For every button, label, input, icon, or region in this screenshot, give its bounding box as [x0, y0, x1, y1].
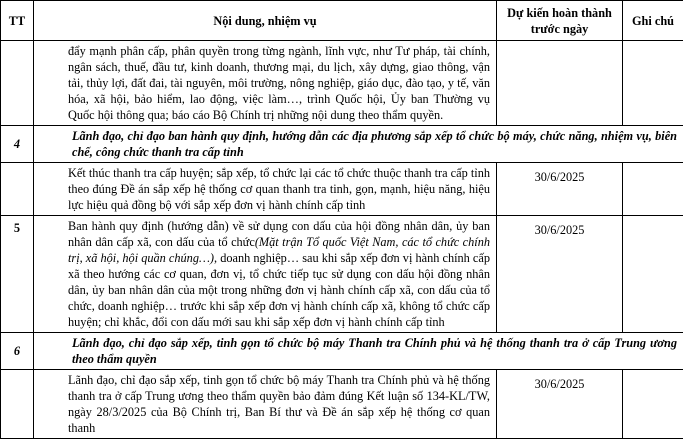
row-tt: 5 — [1, 216, 34, 333]
header-tt: TT — [1, 1, 34, 41]
group-row — [1, 333, 683, 370]
row-content: Lãnh đạo, chỉ đạo sắp xếp, tinh gọn tổ chức bộ máy Thanh tra Chính phủ và hệ thống thanh tra ở cấp Trung ương theo thẩm quyền bảo đảm đúng Kết luận số 134-KL/TW, ngày 28/3/2025 của Bộ Chính trị, Ban Bí thư và Đề án sắp xếp hệ thống cơ quan thanh — [34, 370, 497, 439]
content-text: Ban hành quy định (hướng dẫn) về sử dụng con dấu của hội đồng nhân dân, ủy ban nhân dân cấp xã, con dấu của tổ chức — [68, 219, 490, 249]
group-heading: Lãnh đạo, chỉ đạo ban hành quy định, hướng dẫn các địa phương sắp xếp tổ chức bộ máy, chức năng, nhiệm vụ, biên chế, công chức thanh tra cấp tỉnh — [34, 126, 683, 163]
header-note: Ghi chú — [623, 1, 683, 41]
row-note — [623, 216, 683, 333]
row-tt — [1, 41, 34, 126]
group-tt: 4 — [1, 126, 34, 163]
header-deadline: Dự kiến hoàn thành trước ngày — [497, 1, 623, 41]
row-note — [623, 163, 683, 216]
row-tt — [1, 370, 34, 439]
row-content — [34, 216, 497, 333]
header-row — [1, 1, 683, 41]
table-row — [1, 216, 683, 333]
row-deadline: 30/6/2025 — [497, 216, 623, 333]
row-deadline: 30/6/2025 — [497, 370, 623, 439]
group-heading: Lãnh đạo, chỉ đạo sắp xếp, tinh gọn tổ chức bộ máy Thanh tra Chính phủ và hệ thống thanh tra ở cấp Trung ương theo thẩm quyền — [34, 333, 683, 370]
row-deadline: 30/6/2025 — [497, 163, 623, 216]
row-deadline — [497, 41, 623, 126]
row-note — [623, 41, 683, 126]
table-row — [1, 41, 683, 126]
content-text: , doanh nghiệp… sau khi sắp xếp đơn vị hành chính cấp xã theo hướng các cơ quan, đơn vị, tổ chức tiếp tục sử dụng con dấu hội đồng nhân dân, ủy ban nhân dân của một trong những đơn vị hành chính cấp xã, con dấu của tổ chức, doanh nghiệp… trước khi sắp xếp đơn vị hành chính cấp xã, không tổ chức cấp huyện; chỉ khắc, đổi con dấu mới sau khi sắp xếp đơn vị hành chính cấp tỉnh — [68, 251, 490, 329]
row-tt — [1, 163, 34, 216]
row-content: Kết thúc thanh tra cấp huyện; sắp xếp, tổ chức lại các tổ chức thuộc thanh tra cấp tỉnh theo đúng Đề án sắp xếp hệ thống cơ quan thanh tra tinh, gọn, mạnh, hiệu năng, hiệu lực hiệu quả đồng bộ với sắp xếp đơn vị hành chính cấp tỉnh — [34, 163, 497, 216]
table-row — [1, 163, 683, 216]
row-content: đẩy mạnh phân cấp, phân quyền trong từng ngành, lĩnh vực, như Tư pháp, tài chính, ngân sách, thuế, đầu tư, kinh doanh, thương mại, du lịch, xây dựng, giao thông, vận tải, thủy lợi, đất đai, tài nguyên, môi trường, nông nghiệp, giáo dục, đào tạo, y tế, văn hóa, xã hội, bảo hiểm, lao động, việc làm…, trình Quốc hội, Ủy ban Thường vụ Quốc hội thông qua; báo cáo Bộ Chính trị những nội dung theo thẩm quyền. — [34, 41, 497, 126]
group-row — [1, 126, 683, 163]
header-content: Nội dung, nhiệm vụ — [34, 1, 497, 41]
group-tt: 6 — [1, 333, 34, 370]
table-row — [1, 370, 683, 439]
content-italic-text: (Mặt trận Tổ quốc Việt Nam, các tổ chức chính trị, xã hội, hội quần chúng…) — [68, 235, 490, 265]
row-note — [623, 370, 683, 439]
